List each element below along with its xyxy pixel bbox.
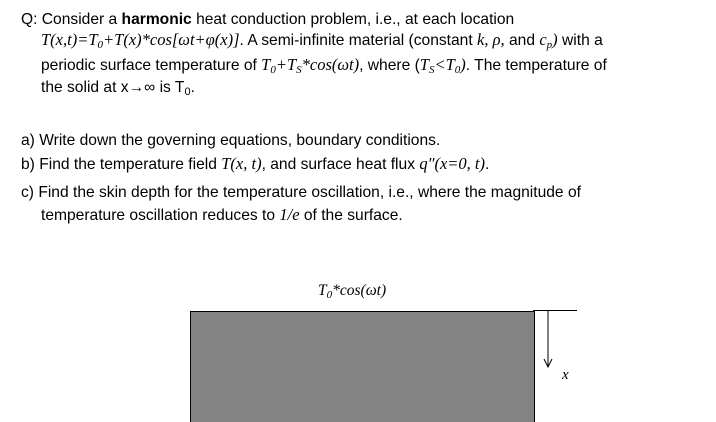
heat-flux-symbol: q″(x=0, t): [419, 154, 485, 173]
x-direction-arrow-icon: [540, 310, 560, 370]
part-c-line-1: c) Find the skin depth for the temperature oscillation, i.e., where the magnitude of: [21, 184, 581, 201]
question-text-3a: periodic surface temperature of: [41, 57, 262, 74]
material-constants: k, ρ,: [477, 30, 505, 49]
one-over-e-symbol: 1/e: [279, 205, 300, 224]
question-line-4: [41, 78, 195, 98]
surface-temperature-label: $T_0*\cos(\omega t)$: [318, 282, 387, 301]
x-axis-label: x: [562, 367, 569, 383]
question-text-3c: . The temperature of: [465, 57, 607, 74]
heat-capacity-symbol: $c_p$): [539, 30, 558, 51]
question-text-2a: . A semi-infinite material (constant: [239, 32, 478, 49]
boundary-condition-text: the solid at x→∞ is T: [41, 79, 185, 96]
question-intro-text-cont: heat conduction problem, i.e., at each location: [191, 11, 515, 28]
question-text-2b: with a: [557, 32, 603, 49]
question-line-3: [41, 55, 607, 76]
part-b: [21, 154, 489, 175]
temperature-expression: $T(x,t)=T_0+T(x)*\cos[\omega t+\varphi(x)]$: [41, 30, 240, 51]
part-a: a) Write down the governing equations, boundary conditions.: [21, 132, 441, 149]
part-c-text-1: temperature oscillation reduces to: [41, 207, 280, 224]
semi-infinite-solid: [190, 311, 535, 422]
part-b-text-2: , and surface heat flux: [261, 156, 420, 173]
keyword-harmonic: harmonic: [121, 11, 192, 28]
question-line-1: [21, 10, 514, 30]
question-intro-text: Q: Consider a: [21, 11, 122, 28]
period: .: [190, 79, 195, 96]
question-line-2: [41, 30, 603, 51]
subscript-zero: 0: [184, 86, 191, 98]
part-b-text-1: b) Find the temperature field: [21, 156, 222, 173]
part-c-text-2: of the surface.: [299, 207, 403, 224]
temperature-field-symbol: T(x, t): [221, 154, 262, 173]
part-c-line-2: [41, 205, 403, 226]
question-text-3b: , where (: [359, 57, 420, 74]
conjunction-and: and: [504, 32, 540, 49]
surface-temperature-expression: $T_0+T_S*\cos(\omega t)$: [261, 55, 360, 76]
part-b-text-3: .: [484, 156, 490, 173]
inequality-expression: $T_S<T_0$): [419, 55, 466, 76]
